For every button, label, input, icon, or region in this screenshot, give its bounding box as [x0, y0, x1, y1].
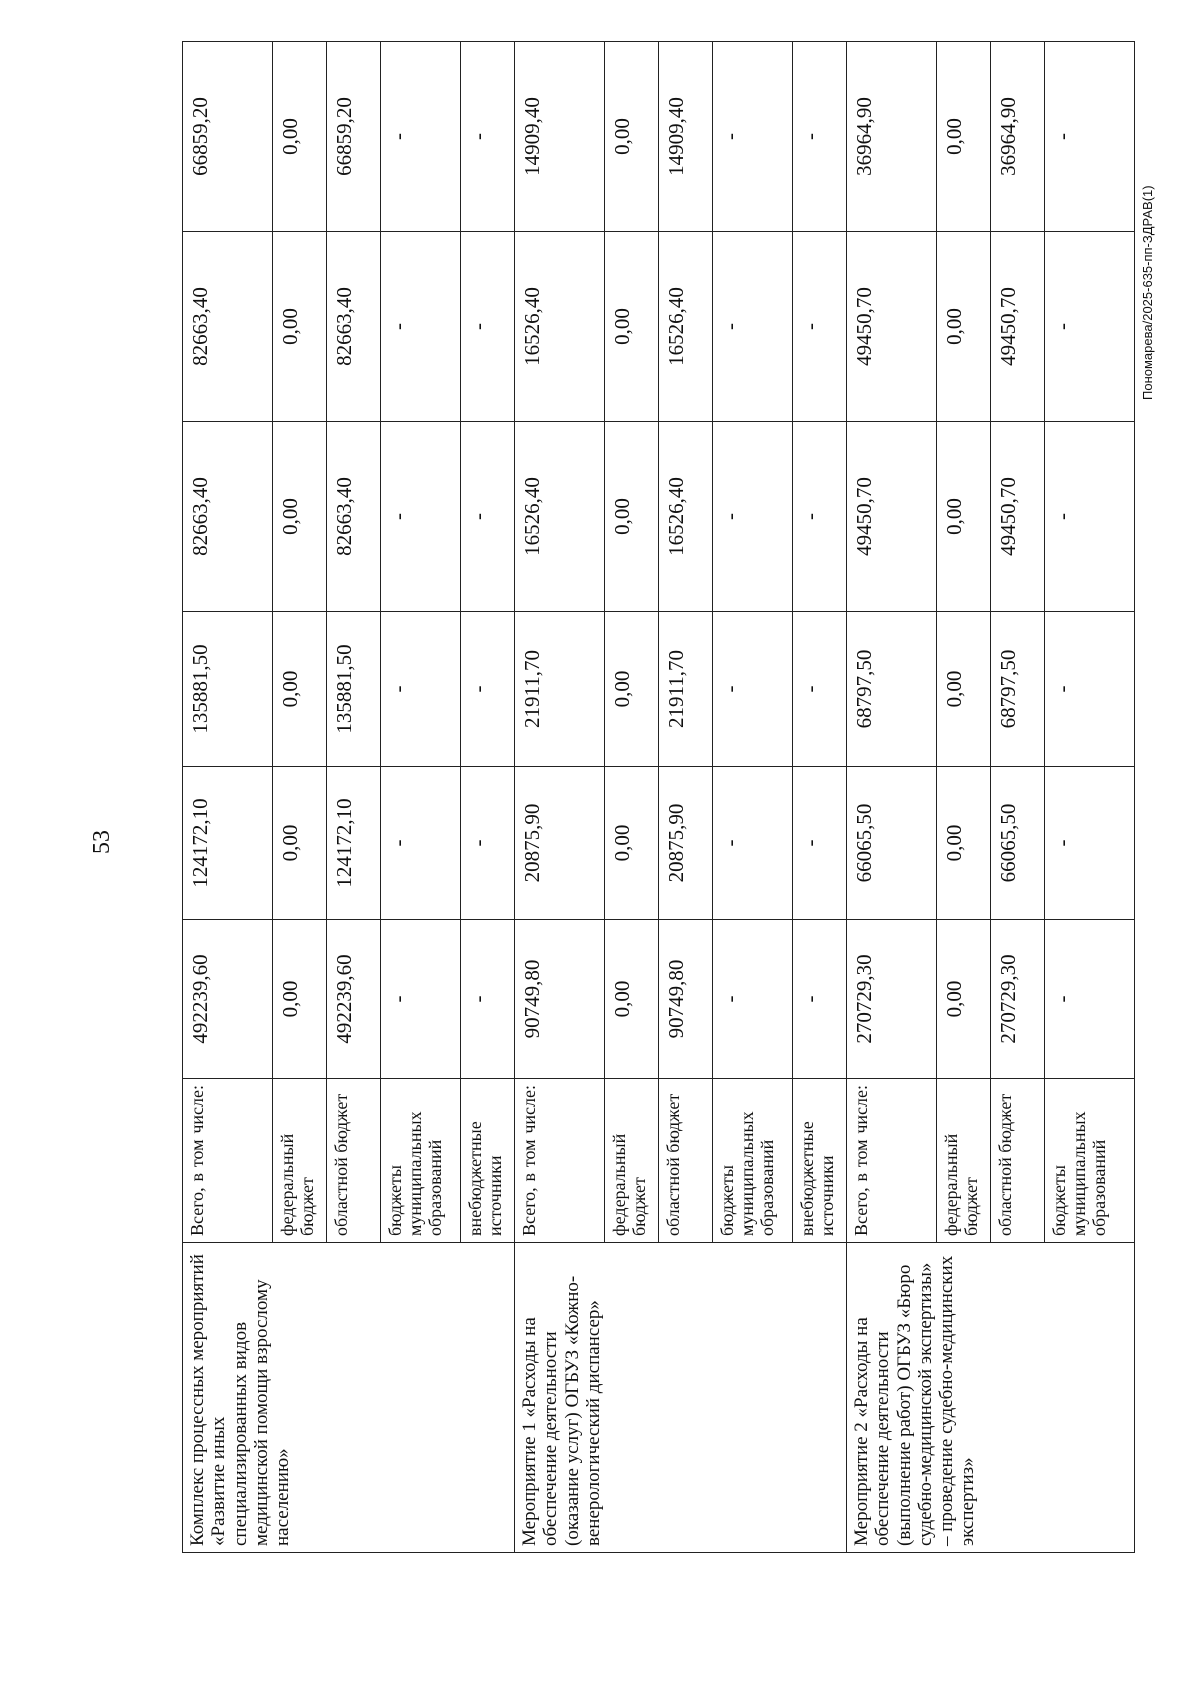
amount-cell: 0,00	[605, 612, 659, 767]
amount-cell: 16526,40	[515, 422, 605, 612]
amount-cell: 36964,90	[847, 42, 937, 232]
amount-cell: 0,00	[605, 232, 659, 422]
amount-cell: -	[1045, 42, 1135, 232]
amount-cell: 20875,90	[659, 767, 713, 920]
funding-source: бюджеты муниципальных образований	[713, 1079, 793, 1243]
amount-cell: 66859,20	[183, 42, 273, 232]
funding-source: Всего, в том числе:	[847, 1079, 937, 1243]
amount-cell: -	[713, 232, 793, 422]
funding-source: федеральный бюджет	[273, 1079, 327, 1243]
table-row	[183, 42, 273, 1553]
amount-cell: -	[713, 422, 793, 612]
amount-cell: -	[713, 612, 793, 767]
funding-source: областной бюджет	[659, 1079, 713, 1243]
funding-source: федеральный бюджет	[605, 1079, 659, 1243]
amount-cell: -	[1045, 232, 1135, 422]
amount-cell: -	[381, 920, 461, 1079]
funding-source: областной бюджет	[991, 1079, 1045, 1243]
rotated-table	[182, 42, 1110, 1553]
amount-cell: 0,00	[605, 42, 659, 232]
amount-cell: 0,00	[937, 920, 991, 1079]
amount-cell: -	[381, 232, 461, 422]
amount-cell: 21911,70	[659, 612, 713, 767]
amount-cell: -	[461, 422, 515, 612]
table-row	[847, 42, 937, 1553]
section-title: Мероприятие 1 «Расходы на обеспечение деятельности (оказание услуг) ОГБУЗ «Кожно-венерологический диспансер»	[515, 1243, 847, 1553]
amount-cell: 492239,60	[183, 920, 273, 1079]
amount-cell: 0,00	[273, 232, 327, 422]
amount-cell: 82663,40	[183, 232, 273, 422]
funding-source: областной бюджет	[327, 1079, 381, 1243]
amount-cell: 124172,10	[327, 767, 381, 920]
amount-cell: 0,00	[273, 42, 327, 232]
amount-cell: 16526,40	[659, 422, 713, 612]
amount-cell: -	[381, 422, 461, 612]
amount-cell: 82663,40	[327, 232, 381, 422]
amount-cell: 0,00	[937, 232, 991, 422]
amount-cell: 0,00	[605, 920, 659, 1079]
table-row	[515, 42, 605, 1553]
amount-cell: 90749,80	[659, 920, 713, 1079]
amount-cell: 14909,40	[659, 42, 713, 232]
amount-cell: 49450,70	[991, 422, 1045, 612]
table-body	[183, 42, 1135, 1553]
funding-source: Всего, в том числе:	[183, 1079, 273, 1243]
amount-cell: -	[793, 422, 847, 612]
amount-cell: -	[793, 767, 847, 920]
section-title: Мероприятие 2 «Расходы на обеспечение деятельности (выполнение работ) ОГБУЗ «Бюро судебно-медицинской экспертизы» – проведение судебно-медицинских экспертиз»	[847, 1243, 1135, 1553]
amount-cell: -	[381, 612, 461, 767]
amount-cell: 68797,50	[991, 612, 1045, 767]
amount-cell: 68797,50	[847, 612, 937, 767]
amount-cell: 0,00	[273, 767, 327, 920]
section-title: Комплекс процессных мероприятий «Развитие иных специализированных видов медицинской помощи взрослому населению»	[183, 1243, 515, 1553]
amount-cell: 66859,20	[327, 42, 381, 232]
amount-cell: -	[461, 42, 515, 232]
amount-cell: -	[461, 232, 515, 422]
funding-source: федеральный бюджет	[937, 1079, 991, 1243]
amount-cell: 82663,40	[327, 422, 381, 612]
amount-cell: 14909,40	[515, 42, 605, 232]
amount-cell: 82663,40	[183, 422, 273, 612]
amount-cell: -	[793, 920, 847, 1079]
amount-cell: 66065,50	[847, 767, 937, 920]
amount-cell: -	[793, 232, 847, 422]
page-number: 53	[89, 830, 115, 854]
amount-cell: 66065,50	[991, 767, 1045, 920]
amount-cell: 0,00	[937, 767, 991, 920]
amount-cell: 135881,50	[327, 612, 381, 767]
amount-cell: 270729,30	[991, 920, 1045, 1079]
amount-cell: -	[713, 920, 793, 1079]
amount-cell: -	[1045, 612, 1135, 767]
amount-cell: 135881,50	[183, 612, 273, 767]
amount-cell: 0,00	[273, 612, 327, 767]
funding-source: внебюджетные источники	[793, 1079, 847, 1243]
amount-cell: -	[1045, 920, 1135, 1079]
amount-cell: -	[461, 612, 515, 767]
amount-cell: 0,00	[605, 422, 659, 612]
amount-cell: 0,00	[605, 767, 659, 920]
amount-cell: 0,00	[273, 422, 327, 612]
amount-cell: 0,00	[937, 42, 991, 232]
amount-cell: -	[793, 42, 847, 232]
amount-cell: 20875,90	[515, 767, 605, 920]
amount-cell: 16526,40	[659, 232, 713, 422]
amount-cell: -	[713, 42, 793, 232]
amount-cell: 49450,70	[847, 232, 937, 422]
amount-cell: -	[793, 612, 847, 767]
amount-cell: -	[461, 767, 515, 920]
amount-cell: 492239,60	[327, 920, 381, 1079]
amount-cell: -	[713, 767, 793, 920]
funding-source: внебюджетные источники	[461, 1079, 515, 1243]
amount-cell: -	[1045, 422, 1135, 612]
amount-cell: -	[381, 767, 461, 920]
amount-cell: -	[1045, 767, 1135, 920]
funding-source: бюджеты муниципальных образований	[381, 1079, 461, 1243]
amount-cell: 0,00	[937, 422, 991, 612]
table-container	[182, 42, 1110, 1553]
funding-source: Всего, в том числе:	[515, 1079, 605, 1243]
amount-cell: 36964,90	[991, 42, 1045, 232]
amount-cell: -	[461, 920, 515, 1079]
footer-text: Пономарева/2025-635-пп-ЗДРАВ(1)	[1140, 185, 1155, 400]
amount-cell: 21911,70	[515, 612, 605, 767]
amount-cell: -	[381, 42, 461, 232]
amount-cell: 270729,30	[847, 920, 937, 1079]
amount-cell: 16526,40	[515, 232, 605, 422]
funding-source: бюджеты муниципальных образований	[1045, 1079, 1135, 1243]
amount-cell: 90749,80	[515, 920, 605, 1079]
amount-cell: 0,00	[937, 612, 991, 767]
amount-cell: 124172,10	[183, 767, 273, 920]
budget-table	[182, 41, 1135, 1553]
amount-cell: 49450,70	[847, 422, 937, 612]
amount-cell: 0,00	[273, 920, 327, 1079]
amount-cell: 49450,70	[991, 232, 1045, 422]
